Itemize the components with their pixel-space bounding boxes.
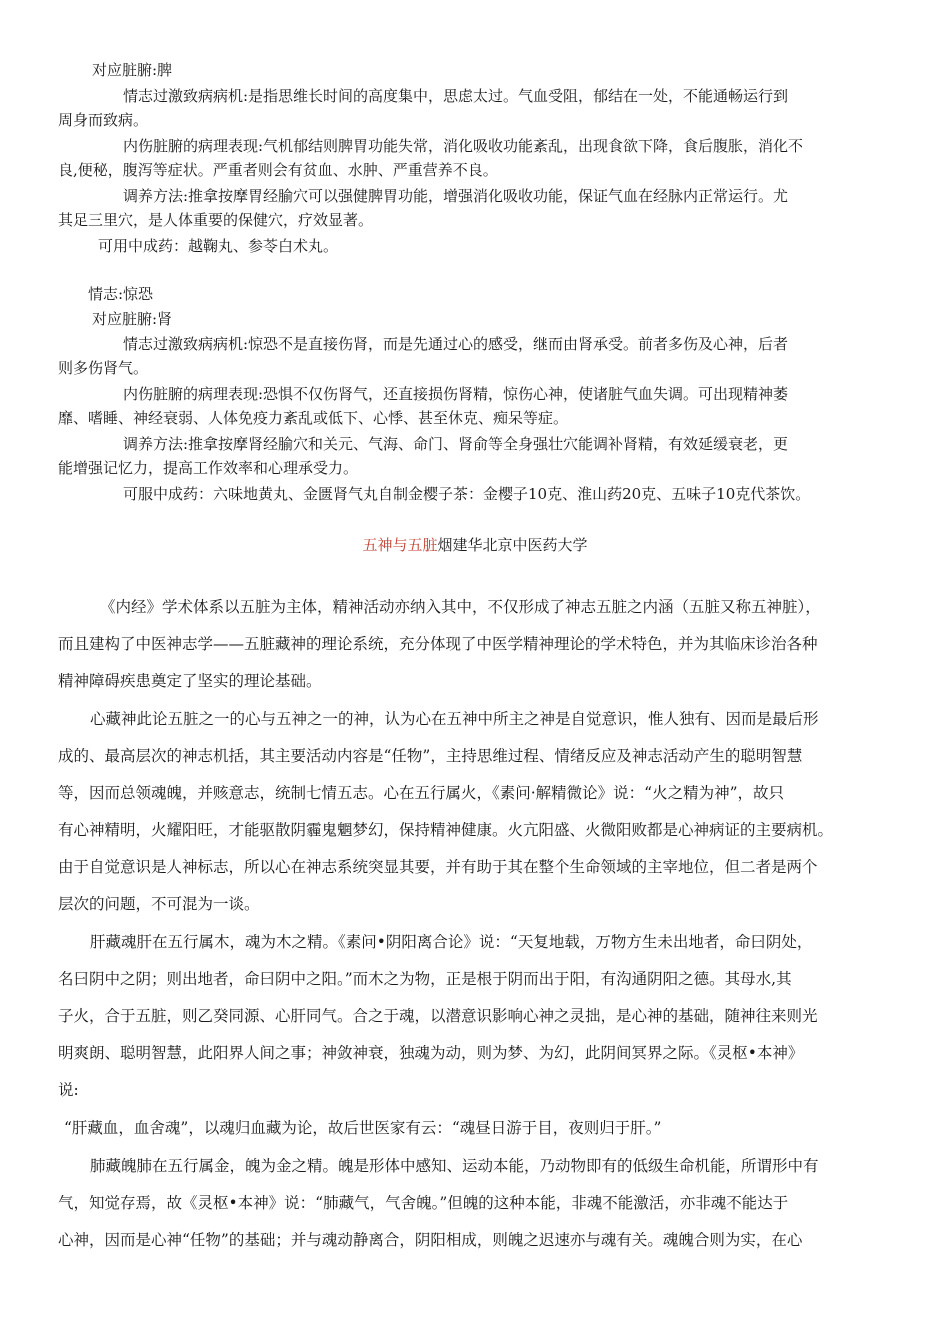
mechanism-line: 则多伤肾气。 — [58, 359, 149, 377]
medicine-line: 可服中成药：六味地黄丸、金匮肾气丸自制金樱子茶：金樱子10克、淮山药20克、五味子10克代茶饮。 — [123, 485, 811, 503]
mechanism-line: 周身而致病。 — [58, 111, 149, 129]
pathology-line: 靡、嗜睡、神经衰弱、人体免疫力紊乱或低下、心悸、甚至休克、痴呆等症。 — [58, 409, 569, 427]
paragraph-line: 精神障碍疾患奠定了坚实的理论基础。 — [58, 672, 322, 690]
paragraph-line: 气，知觉存焉，故《灵枢•本神》说：“肺藏气，气舍魄。”但魄的这种本能，非魂不能激活，亦非魂不能达于 — [58, 1194, 789, 1212]
mechanism-line: 情志过激致病病机:是指思维长时间的高度集中，思虑太过。气血受阻，郁结在一处，不能通畅运行到 — [123, 87, 789, 105]
medicine-line: 可用中成药：越鞠丸、参苓白术丸。 — [98, 237, 339, 255]
paragraph-line: 说: — [58, 1081, 79, 1099]
emotion-line: 情志:惊恐 — [88, 285, 154, 303]
paragraph-line: 肺藏魄肺在五行属金，魄为金之精。魄是形体中感知、运动本能，乃动物即有的低级生命机能，所谓形中有 — [90, 1157, 819, 1175]
mechanism-line: 情志过激致病病机:惊恐不是直接伤肾，而是先通过心的感受，继而由肾承受。前者多伤及心神，后者 — [123, 335, 789, 353]
organ-line-spleen: 对应脏腑:脾 — [92, 61, 173, 79]
paragraph-line: 《内经》学术体系以五脏为主体，精神活动亦纳入其中，不仅形成了神志五脏之内涵（五脏又称五神脏）， — [100, 598, 821, 616]
paragraph-line: 明爽朗、聪明智慧，此阳界人间之事；神敛神衰，独魂为动，则为梦、为幻，此阴间冥界之际。《灵枢•本神》 — [58, 1044, 804, 1062]
paragraph-line: 等，因而总领魂魄，并赅意志，统制七情五志。心在五行属火，《素问·解精微论》说：“火之精为神”，故只 — [58, 784, 785, 802]
paragraph-line: 层次的问题，不可混为一谈。 — [58, 895, 260, 913]
paragraph-line: 肝藏魂肝在五行属木，魂为木之精。《素问•阴阳离合论》说：“天复地载，万物方生未出地者，命曰阴处， — [90, 933, 813, 951]
paragraph-line: 名曰阴中之阴；则出地者，命曰阴中之阳。”而木之为物，正是根于阴而出于阳，有沟通阴阳之德。其母水,其 — [58, 970, 792, 988]
paragraph-line: 子火，合于五脏，则乙癸同源、心肝同气。合之于魂，以潜意识影响心神之灵拙，是心神的基础，随神往来则光 — [58, 1007, 818, 1025]
pathology-line: 良,便秘，腹泻等症状。严重者则会有贫血、水肿、严重营养不良。 — [58, 161, 498, 179]
paragraph-line: 成的、最高层次的神志机括，其主要活动内容是“任物”，主持思维过程、情绪反应及神志活动产生的聪明智慧 — [58, 747, 803, 765]
method-line: 调养方法:推拿按摩胃经腧穴可以强健脾胃功能，增强消化吸收功能，保证气血在经脉内正常运行。尤 — [123, 187, 789, 205]
pathology-line: 内伤脏腑的病理表现:恐惧不仅伤肾气，还直接损伤肾精，惊伤心神，使诸脏气血失调。可出现精神萎 — [123, 385, 789, 403]
method-line: 调养方法:推拿按摩肾经腧穴和关元、气海、命门、肾俞等全身强壮穴能调补肾精，有效延缓衰老，更 — [123, 435, 789, 453]
pathology-line: 内伤脏腑的病理表现:气机郁结则脾胃功能失常，消化吸收功能紊乱，出现食欲下降，食后腹胀，消化不 — [123, 137, 804, 155]
article-title — [0, 535, 950, 555]
paragraph-line: “肝藏血，血舍魂”，以魂归血藏为论，故后世医家有云：“魂昼日游于目，夜则归于肝。” — [64, 1119, 662, 1137]
paragraph-line: 而且建构了中医神志学——五脏藏神的理论系统，充分体现了中医学精神理论的学术特色，并为其临床诊治各种 — [58, 635, 818, 653]
paragraph-line: 有心神精明，火耀阳旺，才能驱散阴霾鬼魍梦幻，保持精神健康。火亢阳盛、火微阳败都是心神病证的主要病机。 — [58, 821, 834, 839]
method-line: 能增强记忆力，提高工作效率和心理承受力。 — [58, 459, 359, 477]
organ-line-kidney: 对应脏腑:肾 — [92, 310, 173, 328]
paragraph-line: 由于自觉意识是人神标志，所以心在神志系统突显其要，并有助于其在整个生命领域的主宰地位，但二者是两个 — [58, 858, 818, 876]
paragraph-line: 心神，因而是心神“任物”的基础；并与魂动静离合，阴阳相成，则魄之迟速亦与魂有关。魂魄合则为实，在心 — [58, 1231, 803, 1249]
article-author: 烟建华北京中医药大学 — [437, 536, 588, 554]
paragraph-line: 心藏神此论五脏之一的心与五神之一的神，认为心在五神中所主之神是自觉意识，惟人独有、因而是最后形 — [90, 710, 819, 728]
method-line: 其足三里穴，是人体重要的保健穴，疗效显著。 — [58, 211, 374, 229]
article-title-main: 五神与五脏 — [362, 536, 438, 554]
